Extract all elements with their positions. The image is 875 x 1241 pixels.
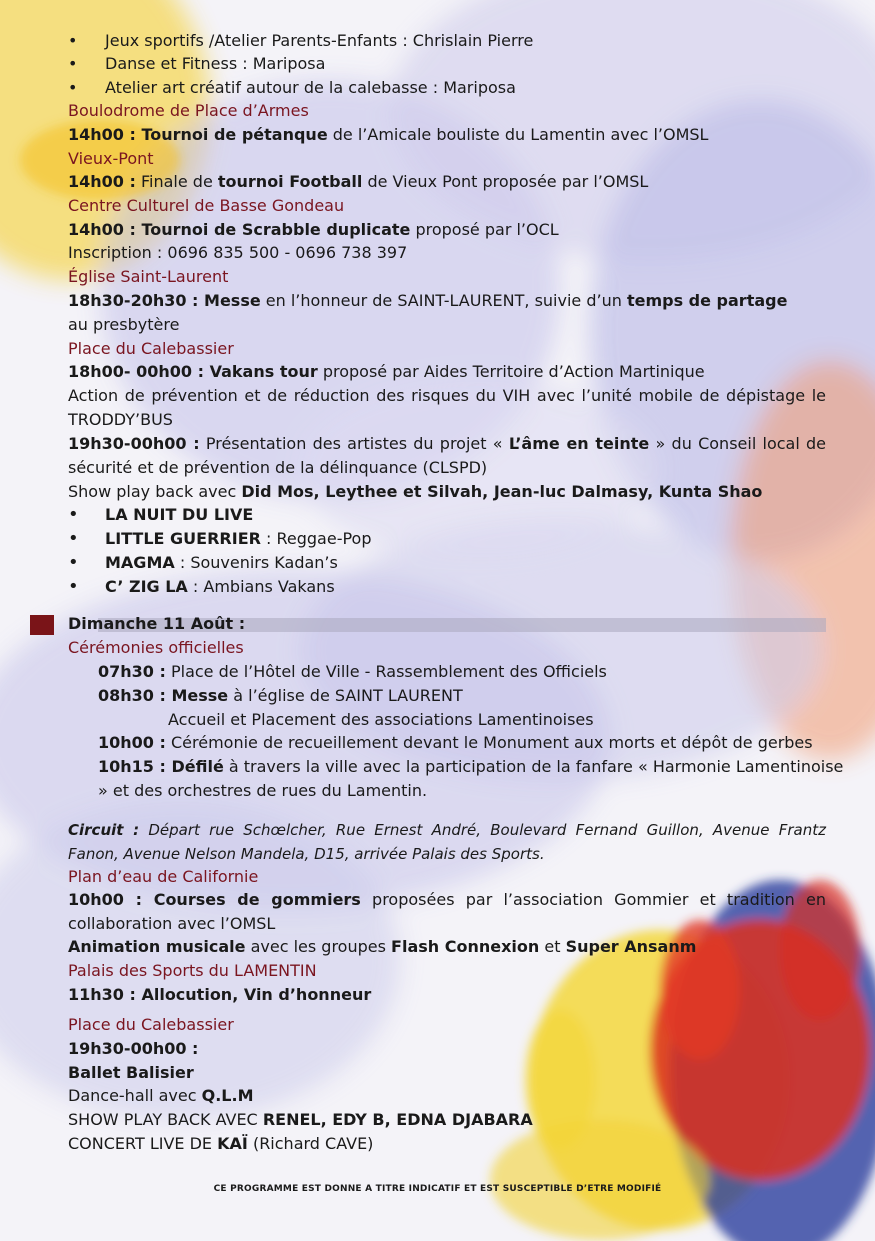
venue-title: Place du Calebassier: [68, 339, 234, 358]
event-line: 14h00 : Finale de tournoi Football de Vieux Pont proposée par l’OMSL: [68, 172, 649, 191]
prevention-paragraph: Action de prévention et de réduction des risques du VIH avec l’unité mobile de dépistage le TRODDY’BUS: [68, 386, 826, 429]
event-line: 11h30 : Allocution, Vin d’honneur: [68, 985, 372, 1004]
event-line: 10h15 : Défilé à travers la ville avec la participation de la fanfare « Harmonie Lamentinoise: [98, 757, 844, 776]
venue-title: Palais des Sports du LAMENTIN: [68, 961, 317, 980]
event-line: Dance-hall avec Q.L.M: [68, 1086, 254, 1105]
event-line-cont: Accueil et Placement des associations Lamentinoises: [168, 710, 594, 729]
event-line: 14h00 : Tournoi de Scrabble duplicate proposé par l’OCL: [68, 220, 559, 239]
day-marker-square: [30, 615, 54, 635]
event-line: 08h30 : Messe à l’église de SAINT LAURENT: [98, 686, 463, 705]
event-line: CONCERT LIVE DE KAÏ (Richard CAVE): [68, 1134, 374, 1153]
circuit-paragraph: Circuit : Départ rue Schœlcher, Rue Ernest André, Boulevard Fernand Guillon, Avenue Frantz Fanon, Avenue Nelson Mandela, D15, arrivée Palais des Sports.: [68, 821, 826, 863]
event-line: 07h30 : Place de l’Hôtel de Ville - Rassemblement des Officiels: [98, 662, 607, 681]
event-line-cont: au presbytère: [68, 315, 180, 334]
event-line: Ballet Balisier: [68, 1063, 194, 1082]
venue-title: Boulodrome de Place d’Armes: [68, 101, 309, 120]
venue-title: Vieux-Pont: [68, 149, 154, 168]
event-line: 18h00- 00h00 : Vakans tour proposé par Aides Territoire d’Action Martinique: [68, 362, 705, 381]
activity-text: Danse et Fitness : Mariposa: [105, 54, 326, 73]
day-label: Dimanche 11 Août :: [68, 614, 246, 633]
venue-title: Église Saint-Laurent: [68, 267, 229, 286]
program-page: • Jeux sportifs /Atelier Parents-Enfants : Chrislain Pierre • Danse et Fitness : Mariposa • Atelier art créatif autour de la calebasse : Mariposa Boulodrome de Place d’Armes 14h00 : Tournoi de pétanque de l’Amicale bouliste du Lamentin avec l’OMSL Vieux-Pont 14h00 : Finale de tournoi Football de Vieux Pont proposée par l’OMSL Centre Culturel de Basse Gondeau 14h00 : Tournoi de Scrabble duplicate proposé par l’OCL Inscription : 0696 835 500 - 0696 738 397 Église Saint-Laurent 18h30-20h30 : Messe en l’honneur de SAINT-LAURENT, suivie d’un temps de partage au presbytère Place du Calebassier 18h00- 00h00 : Vakans tour proposé par Aides Territoire d’Action Martinique Action de prévention et de réduction des risques du VIH avec l’unité mobile de dépistage le TRODDY’BUS 19h30-00h00 : Présentation des artistes du projet « L’âme en teinte » du Conseil local de sécurité et de prévention de la délinquance (CLSPD) Show play back avec Did Mos, Leythee et Silvah, Jean-luc Dalmasy, Kunta Shao • LA NUIT DU LIVE • LITTLE GUERRIER : Reggae-Pop • MAGMA : Souvenirs Kadan’s • C’ ZIG LA : Ambians Vakans Dimanche 11 Août : Cérémonies officielles 07h30 : Place de l’Hôtel de Ville - Rassemblement des Officiels 08h30 : Messe à l’église de SAINT LAURENT Accueil et Placement des associations Lamentinoises 10h00 : Cérémonie de recueillement devant le Monument aux morts et dépôt de gerbes 10h15 : Défilé à travers la ville avec la participation de la fanfare « Harmonie Lamentinoise » et des orchestres de rues du Lamentin. Circuit : Départ rue Schœlcher, Rue Ernest André, Boulevard Fernand Guillon, Avenue Frantz Fanon, Avenue Nelson Mandela, D15, arrivée Palais des Sports. Plan d’eau de Californie 10h00 : Courses de gommiers proposées par l’association Gommier et tradition en collaboration avec l’OMSL Animation musicale avec les groupes Flash Connexion et Super Ansanm Palais des Sports du LAMENTIN 11h30 : Allocution, Vin d’honneur Place du Calebassier 19h30-00h00 : Ballet Balisier Dance-hall avec Q.L.M SHOW PLAY BACK AVEC RENEL, EDY B, EDNA DJABARA CONCERT LIVE DE KAÏ (Richard CAVE) CE PROGRAMME EST DONNE A TITRE INDICATIF ET EST SUSCEPTIBLE D’ETRE MODIFIÉ: [0, 0, 875, 1241]
inscription-phone: Inscription : 0696 835 500 - 0696 738 397: [68, 243, 408, 262]
day-header: [30, 614, 826, 634]
disclaimer-footer: CE PROGRAMME EST DONNE A TITRE INDICATIF ET EST SUSCEPTIBLE D’ETRE MODIFIÉ: [213, 1184, 662, 1194]
gommiers-paragraph: 10h00 : Courses de gommiers proposées par l’association Gommier et tradition en collaboration avec l’OMSL: [68, 890, 827, 933]
event-line: Animation musicale avec les groupes Flash Connexion et Super Ansanm: [68, 937, 697, 956]
activity-text: Jeux sportifs /Atelier Parents-Enfants : Chrislain Pierre: [105, 31, 534, 50]
venue-title: Centre Culturel de Basse Gondeau: [68, 196, 345, 215]
event-line: 10h00 : Cérémonie de recueillement devant le Monument aux morts et dépôt de gerbes: [98, 733, 813, 752]
venue-title: Plan d’eau de Californie: [68, 867, 259, 886]
venue-title: Place du Calebassier: [68, 1015, 234, 1034]
event-line: 14h00 : Tournoi de pétanque de l’Amicale bouliste du Lamentin avec l’OMSL: [68, 125, 709, 144]
event-line: SHOW PLAY BACK AVEC RENEL, EDY B, EDNA DJABARA: [68, 1110, 533, 1129]
event-time: 19h30-00h00 :: [68, 1039, 199, 1058]
event-line: 18h30-20h30 : Messe en l’honneur de SAINT-LAURENT, suivie d’un temps de partage: [68, 291, 788, 310]
venue-title: Cérémonies officielles: [68, 638, 244, 657]
event-line-cont: » et des orchestres de rues du Lamentin.: [98, 781, 428, 800]
event-line: Show play back avec Did Mos, Leythee et Silvah, Jean-luc Dalmasy, Kunta Shao: [68, 482, 763, 501]
activity-text: Atelier art créatif autour de la calebasse : Mariposa: [105, 78, 516, 97]
artists-paragraph: 19h30-00h00 : Présentation des artistes du projet « L’âme en teinte » du Conseil local de sécurité et de prévention de la délinquance (CLSPD): [68, 434, 827, 477]
